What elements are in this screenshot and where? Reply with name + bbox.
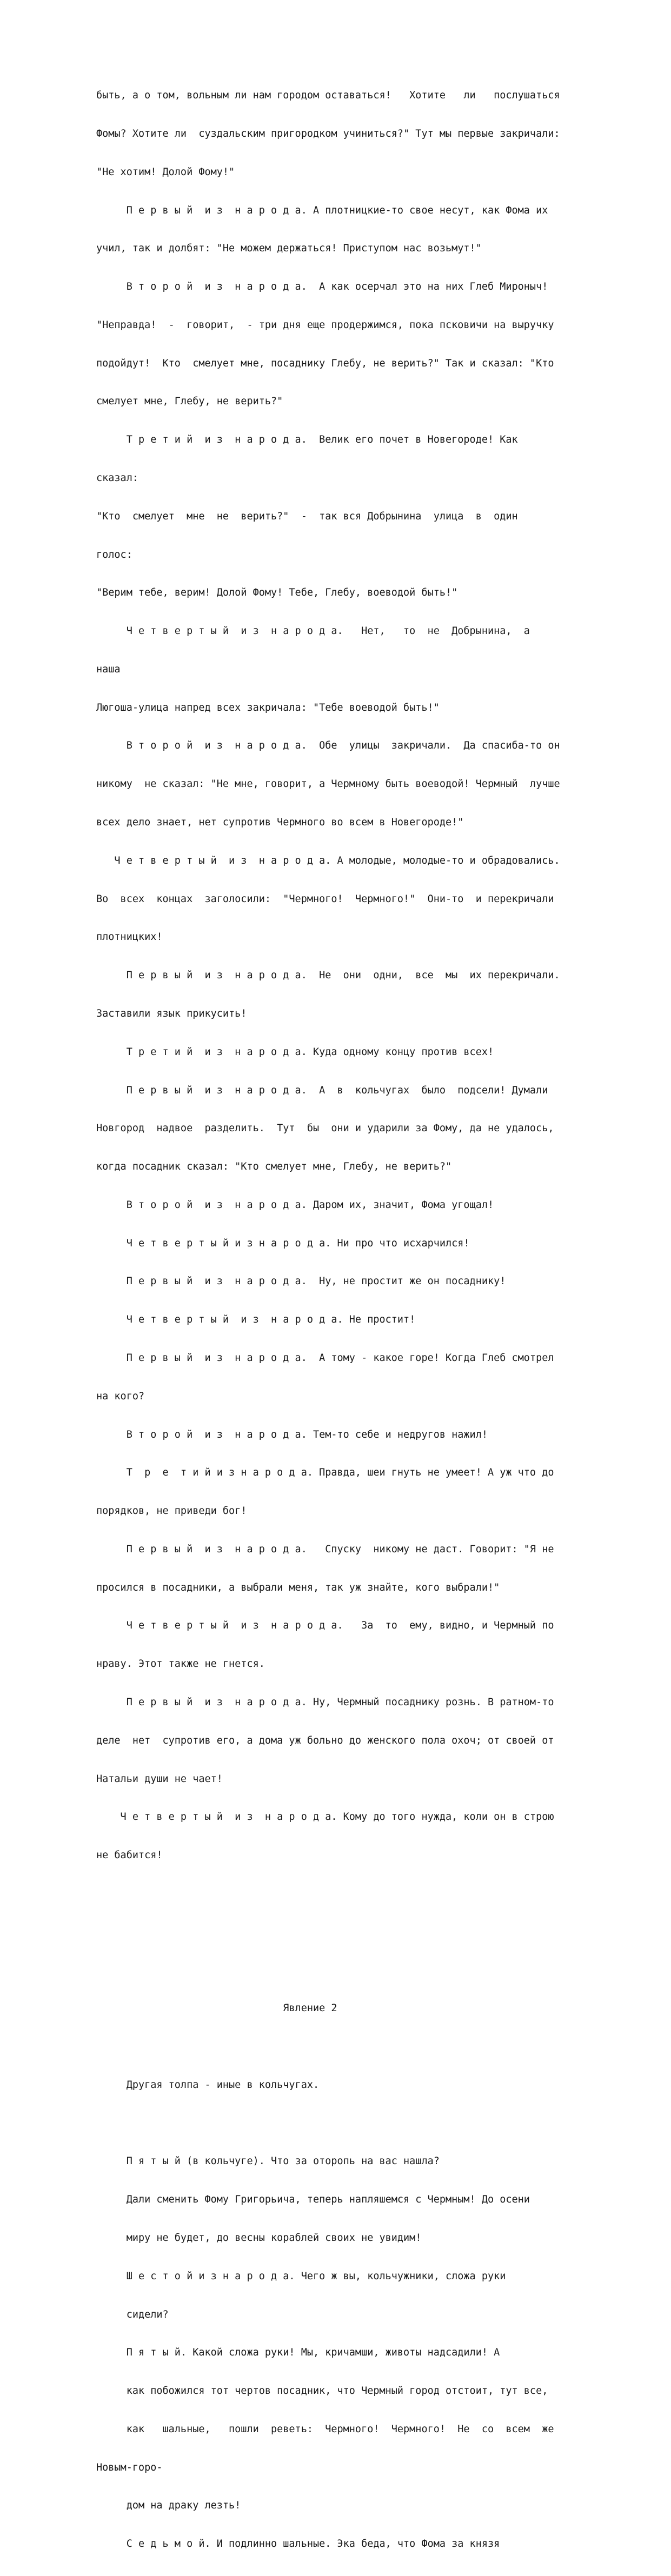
text-line (96, 1887, 621, 1900)
text-line (96, 2040, 621, 2053)
text-line: Т р е т и й и з н а р о д а. Велик его почет в Новегороде! Как (96, 434, 518, 446)
play-text (96, 64, 621, 2576)
stage-direction: Другая толпа - иные в кольчугах. (96, 2079, 320, 2091)
text-line: Натальи души не чает! (96, 1773, 223, 1785)
text-line: нраву. Этот также не гнется. (96, 1658, 265, 1670)
text-line: как шальные, пошли реветь: Чермного! Чермного! Не со всем же (96, 2423, 554, 2435)
text-line: Фомы? Хотите ли суздальским пригородком учиниться?" Тут мы первые закричали: (96, 128, 560, 139)
text-line: "Не хотим! Долой Фому!" (96, 166, 235, 178)
text-line: Новым-горо- (96, 2461, 163, 2473)
text-line: не бабится! (96, 1850, 163, 1861)
text-line: В т о р о й и з н а р о д а. Даром их, значит, Фома угощал! (96, 1199, 494, 1211)
text-line: П е р в ы й и з н а р о д а. Ну, Чермный посаднику рознь. В ратном-то (96, 1697, 554, 1708)
text-line: Заставили язык прикусить! (96, 1007, 247, 1019)
text-line: деле нет супротив его, а дома уж больно до женского пола охоч; от своей от (96, 1734, 554, 1746)
text-line: В т о р о й и з н а р о д а. А как осерчал это на них Глеб Мироныч! (96, 281, 548, 293)
text-line: сказал: (96, 472, 138, 484)
text-line: всех дело знает, нет супротив Чермного во всем в Новегороде!" (96, 817, 464, 829)
text-line: "Кто смелует мне не верить?" - так вся Добрынина улица в один (96, 510, 518, 522)
text-line: "Неправда! - говорит, - три дня еще продержимся, пока псковичи на выручку (96, 319, 554, 331)
text-line: П я т ы й (в кольчуге). Что за оторопь на вас нашла? (96, 2155, 440, 2167)
text-line: Во всех концах заголосили: "Чермного! Чермного!" Они-то и перекричали (96, 893, 554, 905)
text-line: Люгоша-улица напред всех закричала: "Тебе воеводой быть!" (96, 702, 440, 713)
text-line: П е р в ы й и з н а р о д а. А в кольчугах было подсели! Думали (96, 1084, 548, 1096)
text-line: плотницких! (96, 931, 163, 943)
text-line: Т р е т и й и з н а р о д а. Куда одному концу против всех! (96, 1046, 494, 1058)
text-line: "Верим тебе, верим! Долой Фому! Тебе, Глебу, воеводой быть!" (96, 587, 458, 599)
text-line: никому не сказал: "Не мне, говорит, а Чермному быть воеводой! Чермный лучше (96, 778, 560, 790)
text-line: Ч е т в е р т ы й и з н а р о д а. Нет, то не Добрынина, а (96, 625, 530, 637)
text-line: миру не будет, до весны кораблей своих не увидим! (96, 2232, 422, 2244)
text-line: когда посадник сказал: "Кто смелует мне, Глебу, не верить?" (96, 1161, 452, 1173)
text-line: просился в посадники, а выбрали меня, так уж знайте, кого выбрали!" (96, 1581, 500, 1593)
text-line: П е р в ы й и з н а р о д а. Спуску никому не даст. Говорит: "Я не (96, 1543, 554, 1555)
text-line: Ч е т в е р т ы й и з н а р о д а. За то ему, видно, и Чермный по (96, 1620, 554, 1632)
text-line: учил, так и долбят: "Не можем держаться! Приступом нас возьмут!" (96, 243, 482, 255)
text-line: на кого? (96, 1390, 145, 1402)
text-line: порядков, не приведи бог! (96, 1505, 247, 1517)
text-line: голос: (96, 549, 132, 560)
text-line: Ч е т в е р т ы й и з н а р о д а. Ни про что исхарчился! (96, 1237, 470, 1249)
text-line: быть, а о том, вольным ли нам городом оставаться! Хотите ли послушаться (96, 90, 560, 102)
text-line: Ш е с т о й и з н а р о д а. Чего ж вы, кольчужники, сложа руки (96, 2270, 506, 2282)
text-line: С е д ь м о й. И подлинно шальные. Эка беда, что Фома за князя (96, 2538, 500, 2550)
text-line: дом на драку лезть! (96, 2500, 241, 2512)
text-line: подойдут! Кто смелует мне, посаднику Глебу, не верить?" Так и сказал: "Кто (96, 357, 554, 369)
text-line: Т р е т и й и з н а р о д а. Правда, шеи гнуть не умеет! А уж что до (96, 1467, 554, 1479)
text-line: Ч е т в е р т ы й и з н а р о д а. Не простит! (96, 1314, 416, 1326)
text-line: Новгород надвое разделить. Тут бы они и ударили за Фому, да не удалось, (96, 1123, 554, 1134)
text-line: П е р в ы й и з н а р о д а. А плотницкие-то свое несут, как Фома их (96, 204, 548, 216)
text-line: В т о р о й и з н а р о д а. Обе улицы закричали. Да спасиба-то он (96, 740, 560, 752)
text-line: П е р в ы й и з н а р о д а. Не они одни, все мы их перекричали. (96, 970, 560, 982)
text-line (96, 2117, 621, 2130)
text-line: Ч е т в е р т ы й и з н а р о д а. А молодые, молодые-то и обрадовались. (96, 855, 560, 866)
text-line: П е р в ы й и з н а р о д а. Ну, не простит же он посаднику! (96, 1276, 506, 1287)
text-line: П я т ы й. Какой сложа руки! Мы, кричамши, животы надсадили! А (96, 2347, 500, 2359)
text-line: Ч е т в е р т ы й и з н а р о д а. Кому до того нужда, коли он в строю (96, 1811, 554, 1823)
text-line: В т о р о й и з н а р о д а. Тем-то себе и недругов нажил! (96, 1429, 488, 1440)
text-line (96, 1964, 621, 1977)
text-line: как побожился тот чертов посадник, что Чермный город отстоит, тут все, (96, 2385, 548, 2397)
text-line: наша (96, 663, 121, 675)
text-line: П е р в ы й и з н а р о д а. А тому - какое горе! Когда Глеб смотрел (96, 1352, 554, 1364)
text-line: сидели? (96, 2308, 169, 2320)
scene-heading: Явление 2 (96, 2003, 337, 2014)
text-line: смелует мне, Глебу, не верить?" (96, 396, 283, 408)
text-line: Дали сменить Фому Григорьича, теперь напляшемся с Чермным! До осени (96, 2194, 530, 2206)
text-line (96, 1926, 621, 1939)
